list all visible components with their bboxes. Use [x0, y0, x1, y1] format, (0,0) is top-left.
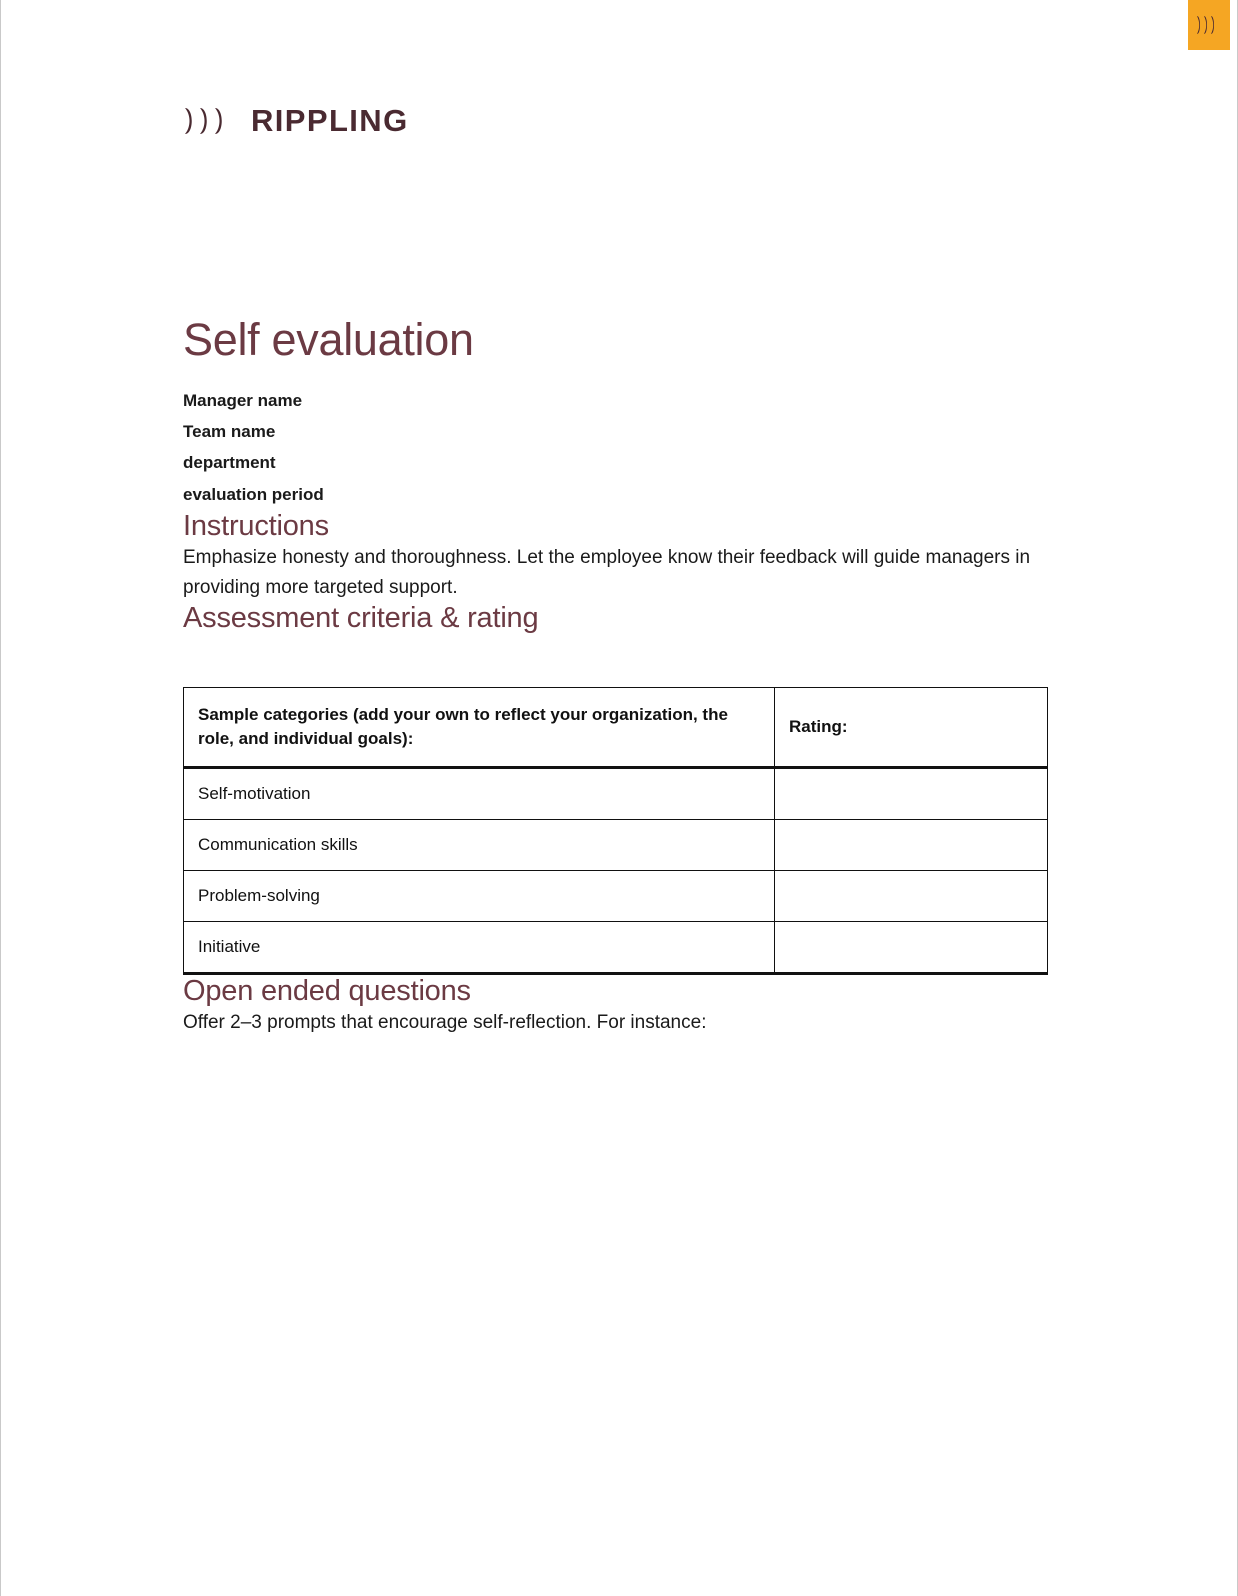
criteria-label: Communication skills — [184, 820, 775, 871]
table-header-rating: Rating: — [775, 688, 1048, 768]
criteria-label: Problem-solving — [184, 871, 775, 922]
table-row — [184, 768, 1048, 820]
brand-logo — [183, 103, 1083, 139]
criteria-label: Initiative — [184, 922, 775, 974]
assessment-criteria-table — [183, 687, 1048, 975]
document-content — [183, 0, 1083, 1038]
section-heading-open-ended: Open ended questions — [183, 975, 471, 1008]
brand-wordmark: RIPPLING — [251, 103, 409, 138]
rippling-corner-mark-icon — [1188, 0, 1230, 50]
instructions-body-text: Emphasize honesty and thoroughness. Let the employee know their feedback will guide managers in providing more targeted support. — [183, 547, 1031, 598]
section-heading-assessment: Assessment criteria & rating — [183, 602, 539, 635]
table-row — [184, 820, 1048, 871]
meta-evaluation-period: evaluation period — [183, 484, 324, 504]
rating-input-cell[interactable] — [775, 820, 1048, 871]
meta-team-name: Team name — [183, 421, 276, 441]
section-heading-instructions: Instructions — [183, 510, 329, 543]
table-row — [184, 922, 1048, 974]
table-header-categories: Sample categories (add your own to reflect your organization, the role, and individual goals): — [184, 688, 775, 768]
page-title: Self evaluation — [183, 314, 474, 365]
meta-manager-name: Manager name — [183, 390, 303, 410]
criteria-label: Self-motivation — [184, 768, 775, 820]
rippling-logo-icon — [183, 105, 237, 137]
rating-input-cell[interactable] — [775, 922, 1048, 974]
table-header-row — [184, 688, 1048, 768]
rating-input-cell[interactable] — [775, 871, 1048, 922]
document-meta — [183, 385, 1083, 511]
table-row — [184, 871, 1048, 922]
rating-input-cell[interactable] — [775, 768, 1048, 820]
meta-department: department — [183, 453, 276, 473]
page-border-left — [0, 0, 1, 1596]
open-ended-body-text: Offer 2–3 prompts that encourage self-reflection. For instance: — [183, 1012, 707, 1034]
